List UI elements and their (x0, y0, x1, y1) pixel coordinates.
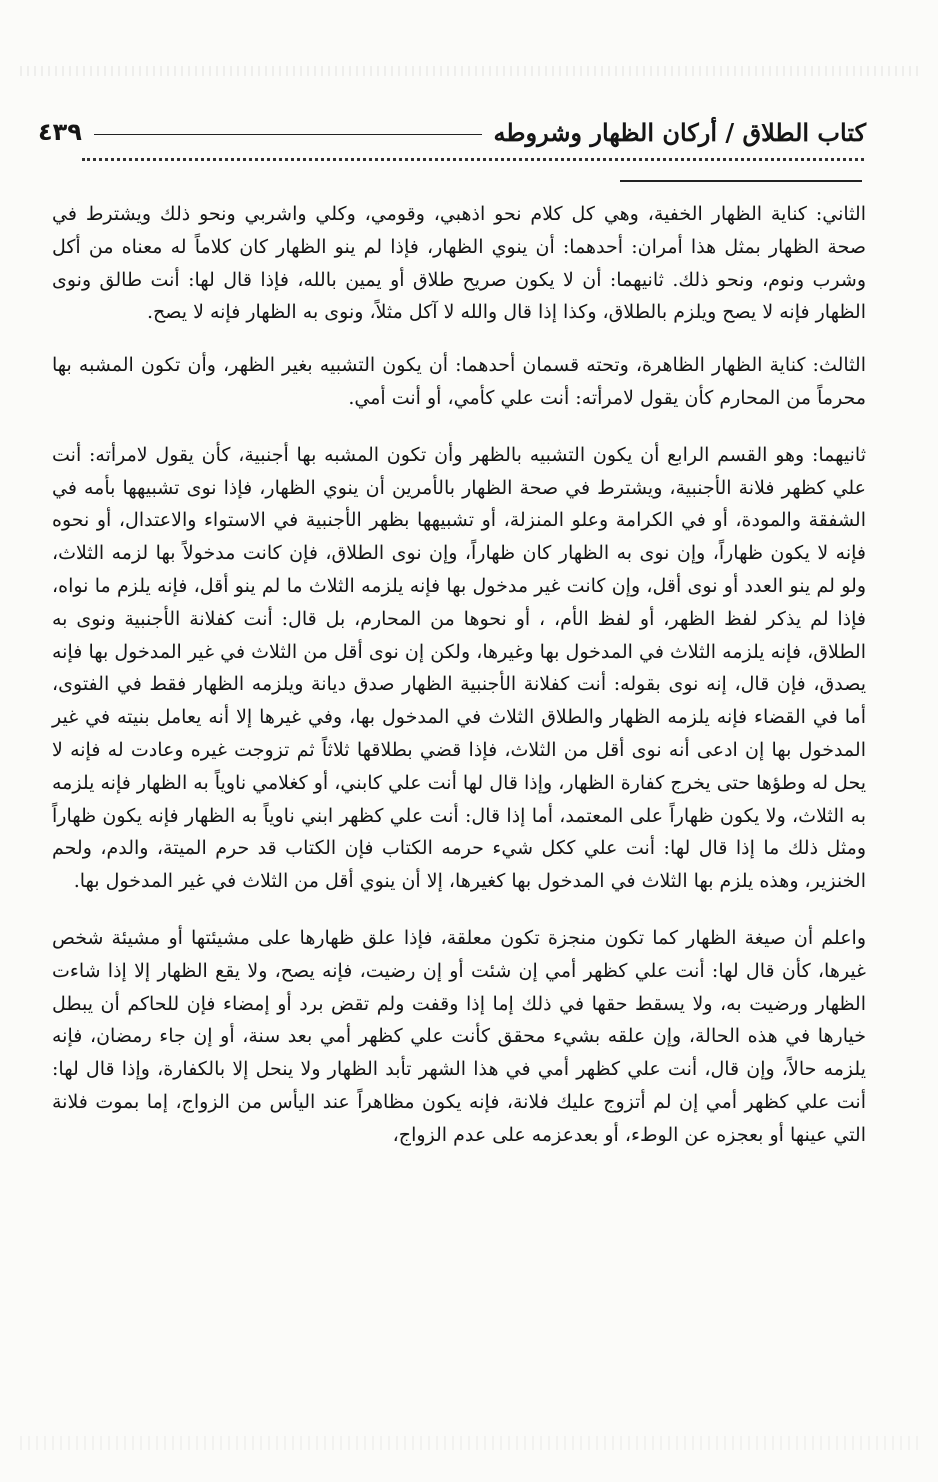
running-header (38, 112, 866, 152)
header-title: كتاب الطلاق / أركان الظهار وشروطه (493, 117, 866, 147)
header-rule (94, 134, 482, 135)
paragraph-apparent-metaphor: الثالث: كناية الظهار الظاهرة، وتحته قسمان أحدهما: أن يكون التشبيه بغير الظهر، وأن تكون المشبه بها محرماً من المحارم كأن يقول لامرأته: أنت علي كأمي، أو أنت أمي. (52, 354, 866, 409)
dotted-separator (82, 158, 864, 161)
short-separator (620, 180, 862, 182)
paragraph-conditional-zihar: واعلم أن صيغة الظهار كما تكون منجزة تكون معلقة، فإذا علق ظهارها على مشيئتها أو مشيئة شخص غيرها، كأن قال لها: أنت علي كظهر أمي إن شئت أو إن رضيت، فإنه يصح، ولا يقع الظهار إلا إذا شاءت الظهار ورضيت به، ولا يسقط حقها في ذلك إما إذا وقفت ولم تقض برد أو إمضاء فإن للحاكم أن يبطل خيارها في هذه الحالة، وإن علقه بشيء محقق كأنت علي كظهر أمي بعد سنة، أو إن جاء رمضان، فإنه يلزمه حالاً، وإن قال، أنت علي كظهر أمي في هذا الشهر تأبد الظهار ولا ينحل إلا بالكفارة، وإذا قال لها: أنت علي كظهر أمي إن لم أتزوج عليك فلانة، فإنه يكون مظاهراً عند اليأس من الزواج، إما بموت فلانة التي عينها أو بعجزه عن الوطء، أو بعدعزمه على عدم الزواج، (52, 926, 866, 1146)
paragraph-second-section: ثانيهما: وهو القسم الرابع أن يكون التشبيه بالظهر وأن تكون المشبه بها أجنبية، كأن يقول لامرأته: أنت علي كظهر فلانة الأجنبية، ويشترط في صحة الظهار بالأمرين أن ينوي الظهار، فإذا نوى تشبيهها بأمه في الشفقة والمودة، أو في الكرامة وعلو المنزلة، أو تشبيهها بظهر الأجنبية في الاستواء والاعتدال، أو نحوه فإنه لا يكون ظهاراً، وإن نوى به الظهار كان ظهاراً، وإن نوى الطلاق، فإن كانت مدخولاً بها لزمه الثلاث، ولو لم ينو العدد أو نوى أقل، وإن كانت غير مدخول بها فإنه يلزمه الثلاث ما لم ينو أقل، فإنه يلزم ما نواه، فإذا لم يذكر لفظ الظهر، أو لفظ الأم، ، أو نحوها من المحارم، بل قال: أنت كفلانة الأجنبية ونوى به الطلاق، فإنه يلزمه الثلاث في المدخول بها وغيرها، ولكن إن نوى أقل من الثلاث في غير المدخول بها فإنه يصدق، فإن قال، إنه نوى بقوله: أنت كفلانة الأجنبية الظهار صدق ديانة ويلزمه الظهار فقط في الفتوى، أما في القضاء فإنه يلزمه الظهار والطلاق الثلاث في المدخول بها، وفي غيرها إلا أنه يعامل بنيته في غير المدخول بها إن ادعى أنه نوى أقل من الثلاث، فإذا قضي بطلاقها ثلاثاً ثم تزوجت غيره وعادت له فإنه لا يحل له وطؤها حتى يخرج كفارة الظهار، وإذا قال لها أنت علي كابني، أو كغلامي ناوياً به الظهار فإنه يلزمه به الثلاث، ولا يكون ظهاراً على المعتمد، أما إذا قال: أنت علي كظهر ابني ناوياً به الظهار فإنه يكون ظهاراً ومثل ذلك ما إذا قال لها: أنت علي ككل شيء حرمه الكتاب فإن الكتاب قد حرم الميتة، والدم، ولحم الخنزير، وهذه يلزم بها الثلاث في المدخول بها كغيرها، إلا أن ينوي أقل من الثلاث في غير المدخول بها. (52, 443, 866, 893)
page-number: ٤٣٩ (38, 118, 82, 146)
scan-artifact-top (20, 66, 918, 76)
main-text (52, 198, 866, 1152)
scan-artifact-bottom (20, 1436, 918, 1450)
paragraph-hidden-metaphor: الثاني: كناية الظهار الخفية، وهي كل كلام نحو اذهبي، وقومي، وكلي واشربي ونحو ذلك ويشترط في صحة الظهار بمثل هذا أمران: أحدهما: أن ينوي الظهار، فإذا لم ينو الظهار كان كلاماً له معناه من أكل وشرب ونوم، ونحو ذلك. ثانيهما: أن لا يكون صريح طلاق أو يمين بالله، فإذا قال لها: أنت طالق ونوى الظهار فإنه لا يصح ويلزم بالطلاق، وكذا إذا قال والله لا آكل مثلاً، ونوى به الظهار فإنه لا يصح. (52, 203, 866, 324)
